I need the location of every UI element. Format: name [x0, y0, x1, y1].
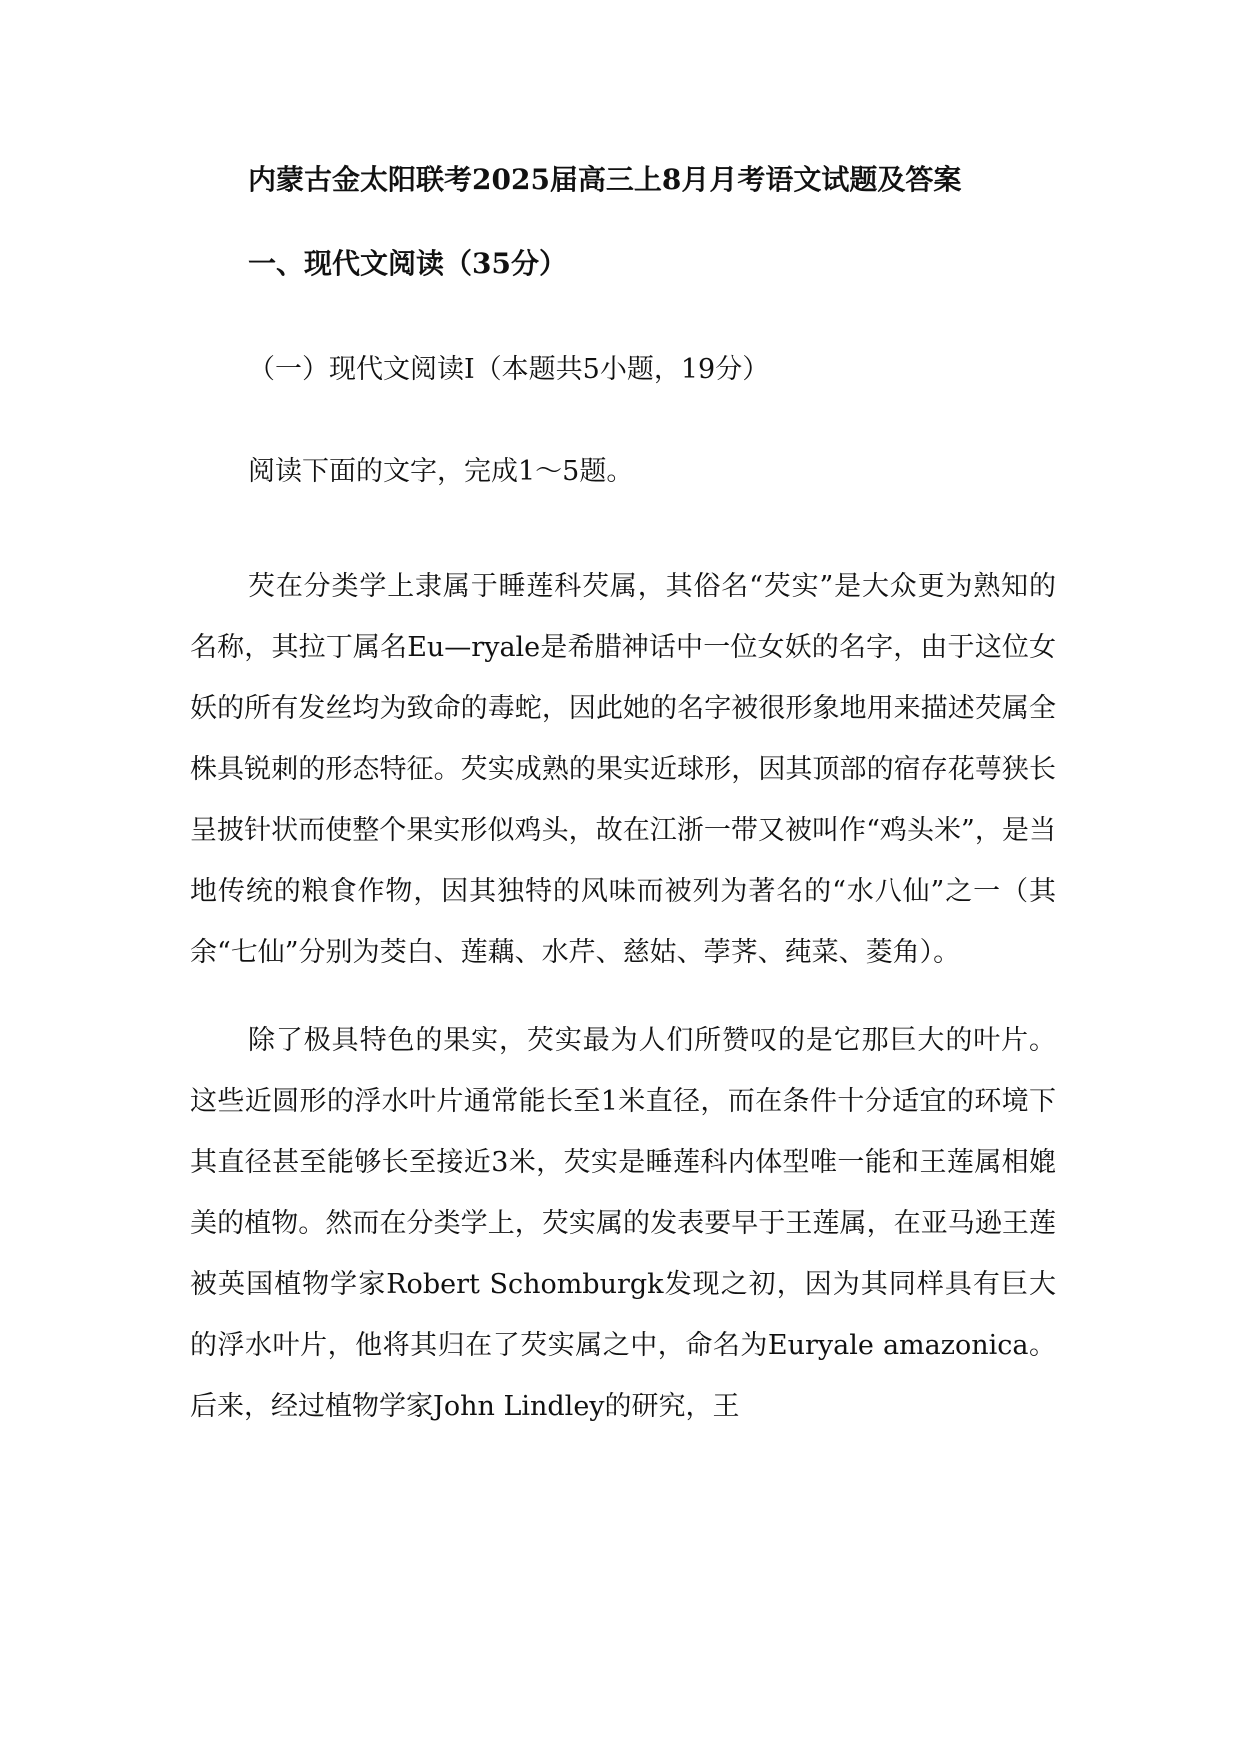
document-title: 内蒙古金太阳联考2025届高三上8月月考语文试题及答案 — [248, 163, 962, 196]
reading-instruction: 阅读下面的文字，完成1～5题。 — [248, 456, 634, 487]
section-heading: 一、现代文阅读（35分） — [248, 247, 567, 280]
paragraph-2: 除了极具特色的果实，芡实最为人们所赞叹的是它那巨大的叶片。这些近圆形的浮水叶片通常能长至1米直径，而在条件十分适宜的环境下其直径甚至能够长至接近3米，芡实是睡莲科内体型唯一能和王莲属相媲美的植物。然而在分类学上，芡实属的发表要早于王莲属，在亚马逊王莲被英国植物学家Robert Schomburgk发现之初，因为其同样具有巨大的浮水叶片，他将其归在了芡实属之中，命名为Euryale amazonica。后来，经过植物学家John Lindley的研究，王 — [190, 1025, 1056, 1422]
subsection-heading: （一）现代文阅读Ⅰ（本题共5小题，19分） — [248, 354, 770, 385]
paragraph-1: 芡在分类学上隶属于睡莲科芡属，其俗名“芡实”是大众更为熟知的名称，其拉丁属名Eu—ryale是希腊神话中一位女妖的名字，由于这位女妖的所有发丝均为致命的毒蛇，因此她的名字被很形象地用来描述芡属全株具锐刺的形态特征。芡实成熟的果实近球形，因其顶部的宿存花萼狭长呈披针状而使整个果实形似鸡头，故在江浙一带又被叫作“鸡头米”，是当地传统的粮食作物，因其独特的风味而被列为著名的“水八仙”之一（其余“七仙”分别为茭白、莲藕、水芹、慈姑、荸荠、莼菜、菱角）。 — [190, 571, 1056, 968]
